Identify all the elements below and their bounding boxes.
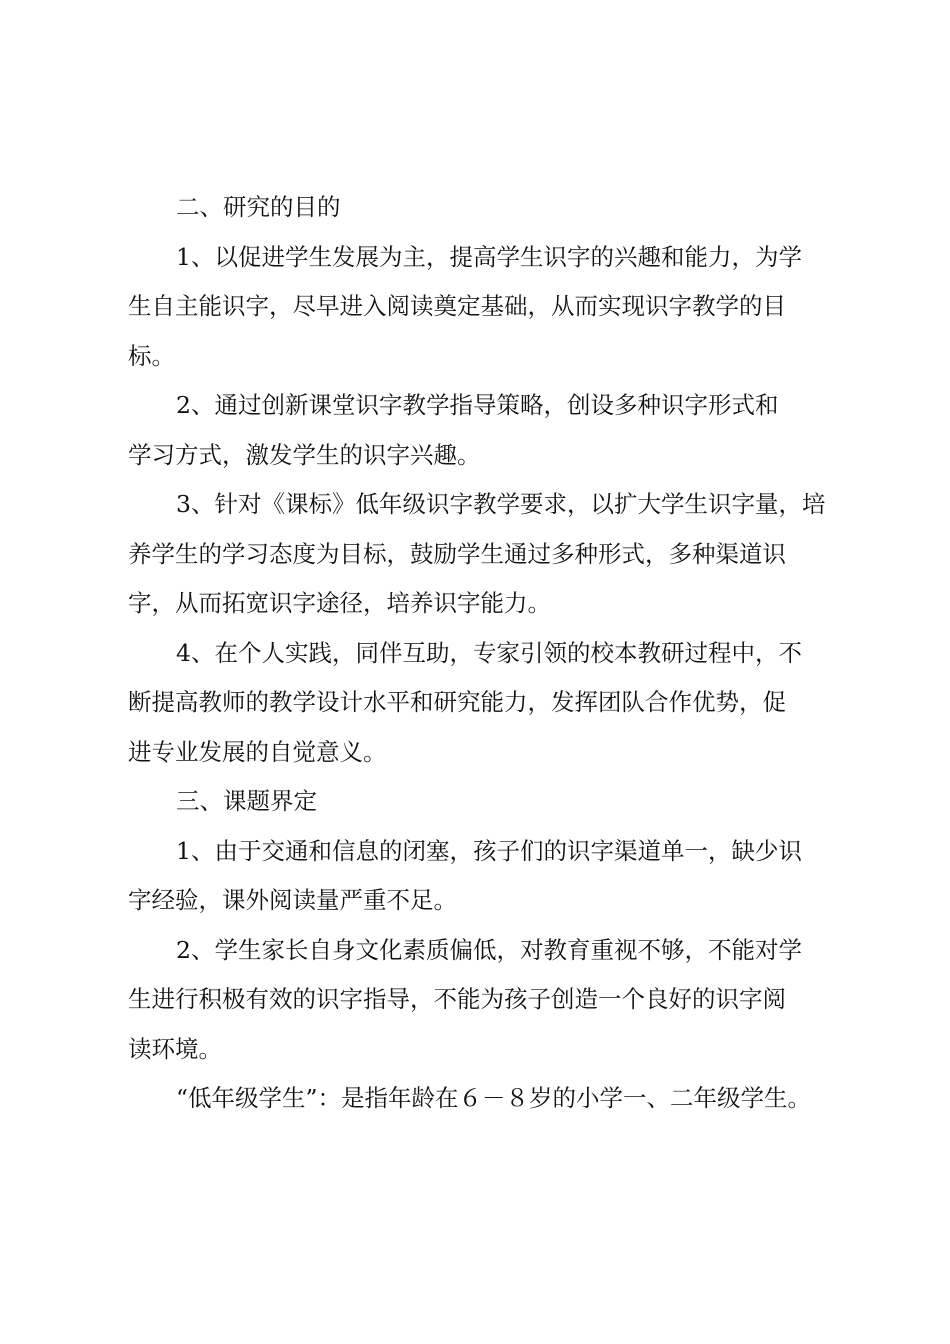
paragraph-line: 学习方式，激发学生的识字兴趣。	[128, 440, 481, 469]
paragraph-line: 标。	[128, 341, 175, 370]
paragraph-line: 字经验，课外阅读量严重不足。	[128, 886, 457, 914]
paragraph-line: 2、通过创新课堂识字教学指导策略，创设多种识字形式和	[176, 391, 779, 419]
section-heading-topic-definition: 三、课题界定	[176, 787, 317, 815]
paragraph-line: 2、学生家长自身文化素质偏低，对教育重视不够，不能对学	[176, 935, 802, 964]
paragraph-line: 3、针对《课标》低年级识字教学要求，以扩大学生识字量，培	[176, 490, 826, 518]
definition-line: “低年级学生”：是指年龄在６－８岁的小学一、二年级学生。	[176, 1084, 812, 1112]
section-heading-research-purpose: 二、研究的目的	[176, 193, 341, 221]
paragraph-line: 进专业发展的自觉意义。	[128, 737, 387, 766]
paragraph-line: 字，从而拓宽识字途径，培养识字能力。	[128, 589, 551, 617]
paragraph-line: 4、在个人实践，同伴互助，专家引领的校本教研过程中，不	[176, 638, 802, 667]
paragraph-line: 养学生的学习态度为目标，鼓励学生通过多种形式，多种渠道识	[128, 539, 786, 568]
paragraph-line: 读环境。	[128, 1034, 222, 1063]
paragraph-line: 1、以促进学生发展为主，提高学生识字的兴趣和能力，为学	[176, 242, 802, 271]
paragraph-line: 生进行积极有效的识字指导，不能为孩子创造一个良好的识字阅	[128, 985, 786, 1013]
paragraph-line: 生自主能识字，尽早进入阅读奠定基础，从而实现识字教学的目	[128, 292, 786, 320]
paragraph-line: 断提高教师的教学设计水平和研究能力，发挥团队合作优势，促	[128, 688, 786, 716]
document-body	[128, 183, 848, 1124]
paragraph-line: 1、由于交通和信息的闭塞，孩子们的识字渠道单一，缺少识	[176, 836, 802, 865]
